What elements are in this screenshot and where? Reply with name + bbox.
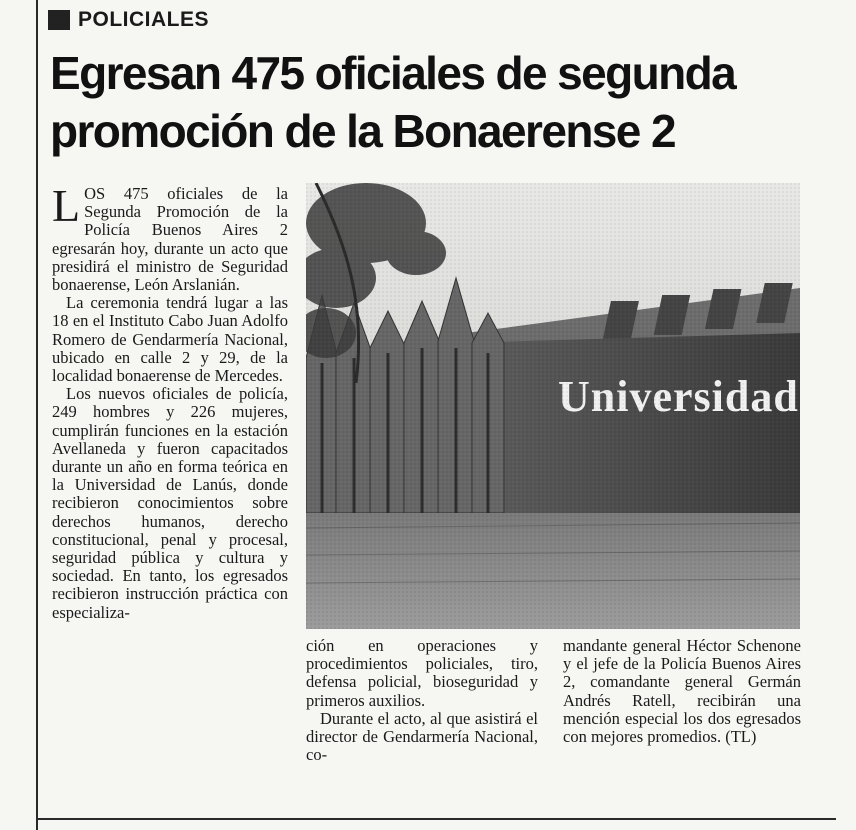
paragraph-6: mandante general Héctor Schenone y el jefe de la Policía Buenos Aires 2, comandante general Germán Andrés Ratell, recibirán una mención especial los dos egresados con mejores promedios. (TL)	[563, 636, 801, 747]
headline-line-2: promoción de la Bonaerense 2	[50, 105, 675, 157]
section-square-icon	[48, 10, 70, 30]
column-rule	[36, 0, 38, 830]
news-photo	[306, 183, 800, 629]
section-header	[48, 8, 209, 32]
paragraph-2: La ceremonia tendrá lugar a las 18 en el Instituto Cabo Juan Adolfo Romero de Gendarmería Nacional, ubicado en calle 2 y 29, de la localidad bonaerense de Mercedes.	[52, 293, 288, 386]
section-label: POLICIALES	[78, 8, 210, 31]
paragraph-5: Durante el acto, al que asistirá el director de Gendarmería Nacional, co-	[306, 708, 538, 765]
paragraph-1-text: OS 475 oficiales de la Segunda Promoción de la Policía Buenos Aires 2 egresarán hoy, durante un acto que presidirá el ministro de Seguridad bonaerense, León Arslanián.	[52, 184, 288, 295]
paragraph-3: Los nuevos oficiales de policía, 249 hombres y 226 mujeres, cumplirán funciones en la estación Avellaneda y fueron capacitados durante un año en forma teórica en la Universidad de Lanús, donde recibieron conocimientos sobre derechos humanos, derecho constitucional, penal y procesal, seguridad pública y cultura y sociedad. En tanto, los egresados recibieron instrucción práctica con especializa-	[52, 384, 288, 622]
article-column-3	[563, 637, 801, 746]
bottom-rule	[36, 818, 836, 820]
paragraph-1	[52, 180, 288, 295]
article-column-2	[306, 637, 538, 764]
paragraph-4: ción en operaciones y procedimientos policiales, tiro, defensa policial, bioseguridad y primeros auxilios.	[306, 636, 538, 710]
photo-university-building	[306, 183, 800, 629]
headline-line-1: Egresan 475 oficiales de segunda	[50, 47, 736, 99]
drop-cap: L	[52, 180, 81, 231]
article-column-1	[52, 180, 288, 622]
headline	[50, 44, 840, 160]
